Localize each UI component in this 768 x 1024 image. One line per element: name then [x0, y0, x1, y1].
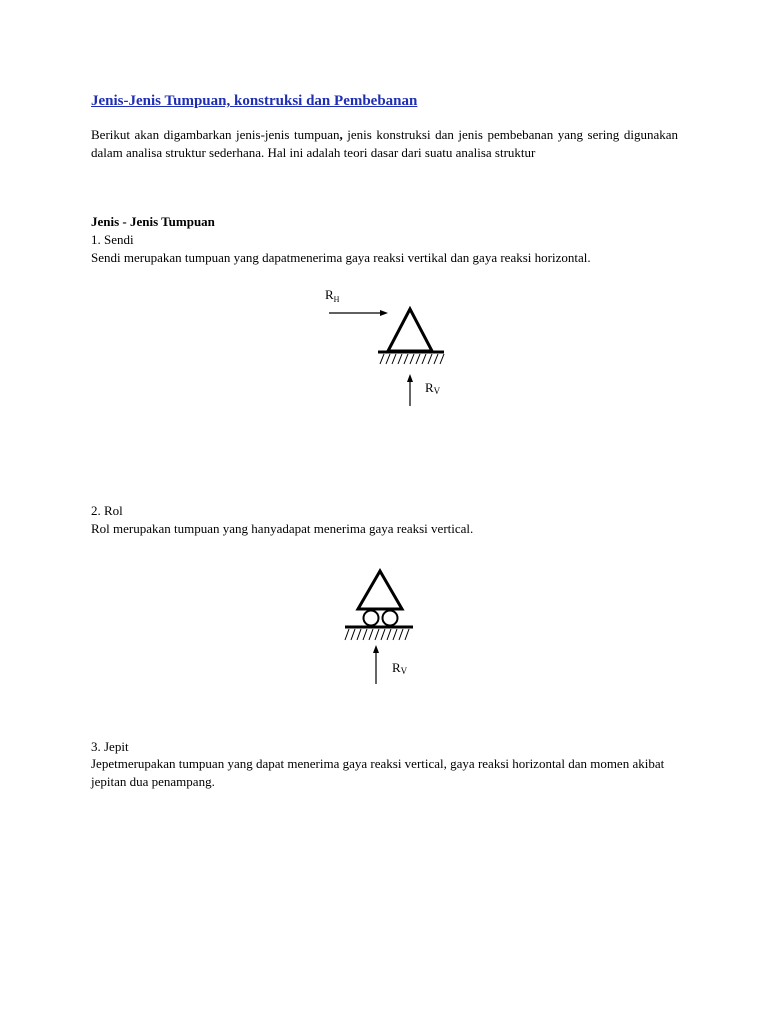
- rol-roller-left-icon: [364, 611, 379, 626]
- rol-diagram: [335, 560, 435, 690]
- item-text-sendi: Sendi merupakan tumpuan yang dapatmenerima gaya reaksi vertikal dan gaya reaksi horizontal.: [91, 250, 591, 265]
- item-label-jepit: 3. Jepit: [91, 739, 129, 754]
- sendi-diagram: [320, 282, 450, 412]
- rol-ground-hatching: [345, 629, 409, 640]
- sendi-ground-hatching: [380, 354, 444, 364]
- intro-text-start: Berikut akan digambarkan jenis-jenis tumpuan: [91, 127, 340, 142]
- item-text-rol: Rol merupakan tumpuan yang hanyadapat menerima gaya reaksi vertical.: [91, 521, 474, 536]
- rol-rv-label: RV: [392, 660, 408, 676]
- intro-text-end: jenis konstruksi dan jenis pembebanan yang sering digunakan dalam analisa struktur sederhana. Hal ini adalah teori dasar dari suatu analisa struktur: [91, 127, 679, 160]
- intro-paragraph: [91, 126, 678, 162]
- sendi-triangle-icon: [388, 309, 432, 351]
- sendi-rh-label: $R_H$: [325, 287, 340, 304]
- document-title: Jenis-Jenis Tumpuan, konstruksi dan Pembebanan: [91, 93, 418, 109]
- item-label-rol: 2. Rol: [91, 503, 123, 518]
- rol-roller-right-icon: [383, 611, 398, 626]
- sendi-vertical-arrowhead: [407, 374, 413, 382]
- section-heading-tumpuan: Jenis - Jenis Tumpuan: [91, 214, 215, 229]
- sendi-rv-label: RV: [425, 380, 441, 396]
- sendi-horizontal-arrowhead: [380, 310, 388, 316]
- rol-vertical-arrowhead: [373, 645, 379, 653]
- item-label-sendi: 1. Sendi: [91, 232, 134, 247]
- rol-triangle-icon: [358, 571, 402, 609]
- item-text-jepit: Jepetmerupakan tumpuan yang dapat menerima gaya reaksi vertical, gaya reaksi horizontal dan momen akibat jepitan dua penampang.: [91, 756, 665, 789]
- intro-bold-comma: ,: [339, 127, 343, 142]
